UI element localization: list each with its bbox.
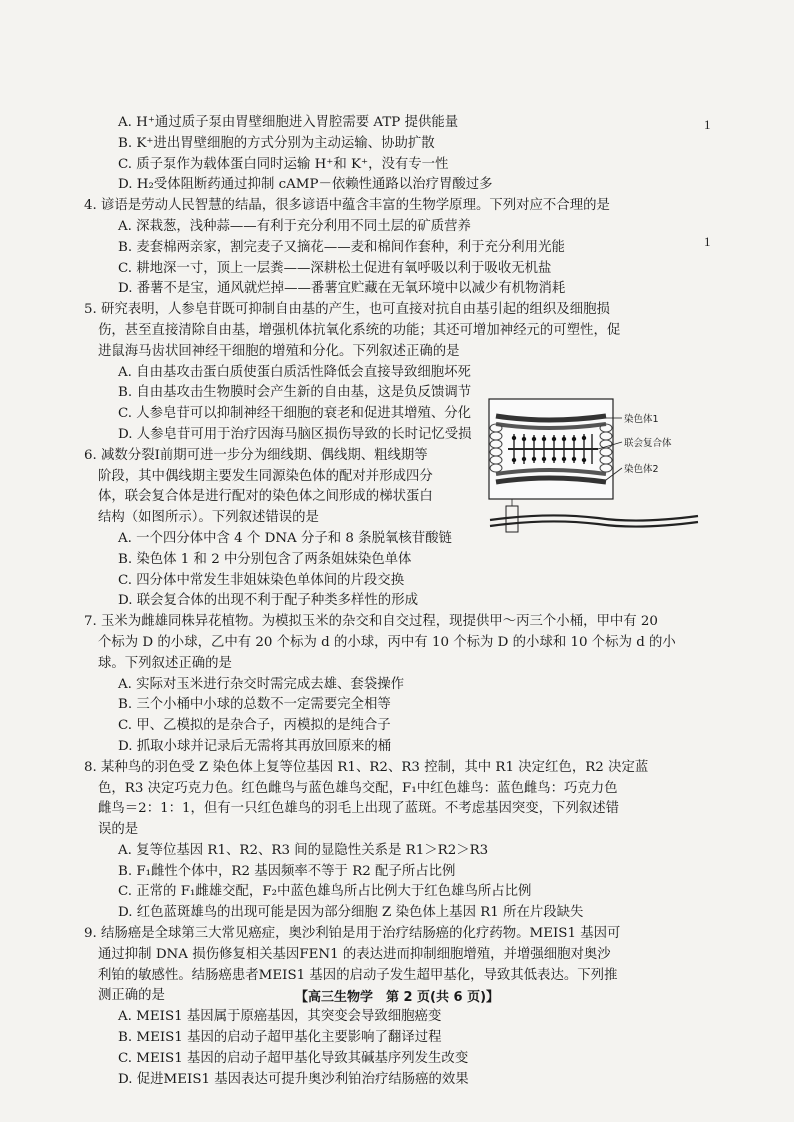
option-d: D. 促进MEIS1 基因表达可提升奥沙利铂治疗结肠癌的效果 xyxy=(118,1071,469,1087)
margin-mark: 1 xyxy=(704,117,711,132)
synaptonemal-complex-figure xyxy=(488,398,704,534)
question-stem: 体，联会复合体是进行配对的染色体之间形成的梯状蛋白 xyxy=(98,489,433,505)
question-content xyxy=(84,113,706,1090)
question-stem: 利铂的敏感性。结肠癌患者MEIS1 基因的启动子发生超甲基化，导致其低表达。下列推 xyxy=(98,967,618,983)
figure-drawing xyxy=(488,398,704,534)
option-a: A. MEIS1 基因属于原癌基因，其突变会导致细胞癌变 xyxy=(118,1009,442,1025)
option-b: B. 染色体 1 和 2 中分别包含了两条姐妹染色单体 xyxy=(118,551,412,567)
margin-mark: 1 xyxy=(704,234,711,249)
option-b: B. 三个小桶中小球的总数不一定需要完全相等 xyxy=(118,697,391,713)
option-b: B. F₁雌性个体中，R2 基因频率不等于 R2 配子所占比例 xyxy=(118,863,456,879)
option-d: D. 抓取小球并记录后无需将其再放回原来的桶 xyxy=(118,738,392,754)
question-stem: 5. 研究表明，人参皂苷既可抑制自由基的产生，也可直接对抗自由基引起的组织及细胞损 xyxy=(84,302,610,318)
option-a: A. H⁺通过质子泵由胃壁细胞进入胃腔需要 ATP 提供能量 xyxy=(118,115,459,130)
question-stem: 测正确的是 xyxy=(98,988,165,1004)
option-c: C. 质子泵作为载体蛋白同时运输 H⁺和 K⁺，没有专一性 xyxy=(118,156,449,172)
page-footer: 【高三生物学 第 2 页(共 6 页)】 xyxy=(294,990,500,1005)
question-stem: 雌鸟＝2：1：1，但有一只红色雄鸟的羽毛上出现了蓝斑。不考虑基因突变，下列叙述错 xyxy=(98,801,620,817)
question-stem: 个标为 D 的小球，乙中有 20 个标为 d 的小球，丙中有 10 个标为 D 的小球和 10 个标为 d 的小 xyxy=(98,634,676,650)
option-c: C. 正常的 F₁雌雄交配，F₂中蓝色雄鸟所占比例大于红色雄鸟所占比例 xyxy=(118,884,532,900)
option-d: D. 番薯不是宝，通风就烂掉——番薯宜贮藏在无氧环境中以减少有机物消耗 xyxy=(118,281,566,297)
option-d: D. 人参皂苷可用于治疗因海马脑区损伤导致的长时记忆受损 xyxy=(118,426,472,442)
question-9 xyxy=(84,924,706,1090)
question-stem: 4. 谚语是劳动人民智慧的结晶，很多谚语中蕴含丰富的生物学原理。下列对应不合理的是 xyxy=(84,198,610,214)
question-stem: 8. 某种鸟的羽色受 Z 染色体上复等位基因 R1、R2、R3 控制，其中 R1 决定红色，R2 决定蓝 xyxy=(84,759,649,775)
question-stem: 伤，甚至直接清除自由基，增强机体抗氧化系统的功能；其还可增加神经元的可塑性，促 xyxy=(98,322,621,338)
question-stem: 进鼠海马齿状回神经干细胞的增殖和分化。下列叙述正确的是 xyxy=(98,343,460,359)
question-stem: 阶段，其中偶线期主要发生同源染色体的配对并形成四分 xyxy=(98,468,433,484)
question-stem: 7. 玉米为雌雄同株异花植物。为模拟玉米的杂交和自交过程，现提供甲～丙三个小桶，甲中有 20 xyxy=(84,614,658,630)
option-b: B. MEIS1 基因的启动子超甲基化主要影响了翻译过程 xyxy=(118,1030,442,1046)
option-a: A. 复等位基因 R1、R2、R3 间的显隐性关系是 R1＞R2＞R3 xyxy=(118,842,489,858)
question-7 xyxy=(84,612,706,758)
question-4 xyxy=(84,196,706,300)
option-d: D. 联会复合体的出现不利于配子种类多样性的形成 xyxy=(118,593,418,609)
question-stem: 色，R3 决定巧克力色。红色雌鸟与蓝色雄鸟交配，F₁中红色雄鸟：蓝色雌鸟：巧克力色 xyxy=(98,780,618,796)
option-b: B. 麦套棉两亲家，割完麦子又摘花——麦和棉间作套种，利于充分利用光能 xyxy=(118,239,565,255)
option-d: D. 红色蓝斑雄鸟的出现可能是因为部分细胞 Z 染色体上基因 R1 所在片段缺失 xyxy=(118,905,584,921)
option-a: A. 自由基攻击蛋白质使蛋白质活性降低会直接导致细胞坏死 xyxy=(118,364,471,380)
option-c: C. 人参皂苷可以抑制神经干细胞的衰老和促进其增殖、分化 xyxy=(118,406,472,422)
option-b: B. K⁺进出胃壁细胞的方式分别为主动运输、协助扩散 xyxy=(118,135,435,151)
chromosome-2-label: 染色体2 xyxy=(624,464,659,475)
question-stem: 6. 减数分裂Ⅰ前期可进一步分为细线期、偶线期、粗线期等 xyxy=(84,447,428,463)
question-stem: 球。下列叙述正确的是 xyxy=(98,655,232,671)
option-a: A. 深栽葱，浅种蒜——有利于充分利用不同土层的矿质营养 xyxy=(118,218,471,234)
question-stem: 结构（如图所示）。下列叙述错误的是 xyxy=(98,510,319,526)
option-c: C. MEIS1 基因的启动子超甲基化导致其碱基序列发生改变 xyxy=(118,1050,469,1066)
question-stem: 9. 结肠癌是全球第三大常见癌症，奥沙利铂是用于治疗结肠癌的化疗药物。MEIS1 基因可 xyxy=(84,926,621,942)
option-d: D. H₂受体阻断药通过抑制 cAMP－依赖性通路以治疗胃酸过多 xyxy=(118,177,493,193)
option-a: A. 实际对玉米进行杂交时需完成去雄、套袋操作 xyxy=(118,676,404,692)
option-c: C. 耕地深一寸，顶上一层粪——深耕松土促进有氧呼吸以利于吸收无机盐 xyxy=(118,260,552,276)
option-a: A. 一个四分体中含 4 个 DNA 分子和 8 条脱氧核苷酸链 xyxy=(118,530,452,546)
chromosome-1-label: 染色体1 xyxy=(624,414,659,425)
question-3-options xyxy=(84,113,706,196)
synaptonemal-complex-label: 联会复合体 xyxy=(624,438,672,449)
option-c: C. 甲、乙模拟的是杂合子，丙模拟的是纯合子 xyxy=(118,718,391,734)
option-b: B. 自由基攻击生物膜时会产生新的自由基，这是负反馈调节 xyxy=(118,385,472,401)
question-stem: 通过抑制 DNA 损伤修复相关基因FEN1 的表达进而抑制细胞增殖，并增强细胞对奥沙 xyxy=(98,946,611,962)
question-8 xyxy=(84,758,706,924)
question-stem: 误的是 xyxy=(98,822,139,838)
option-c: C. 四分体中常发生非姐妹染色单体间的片段交换 xyxy=(118,572,405,588)
